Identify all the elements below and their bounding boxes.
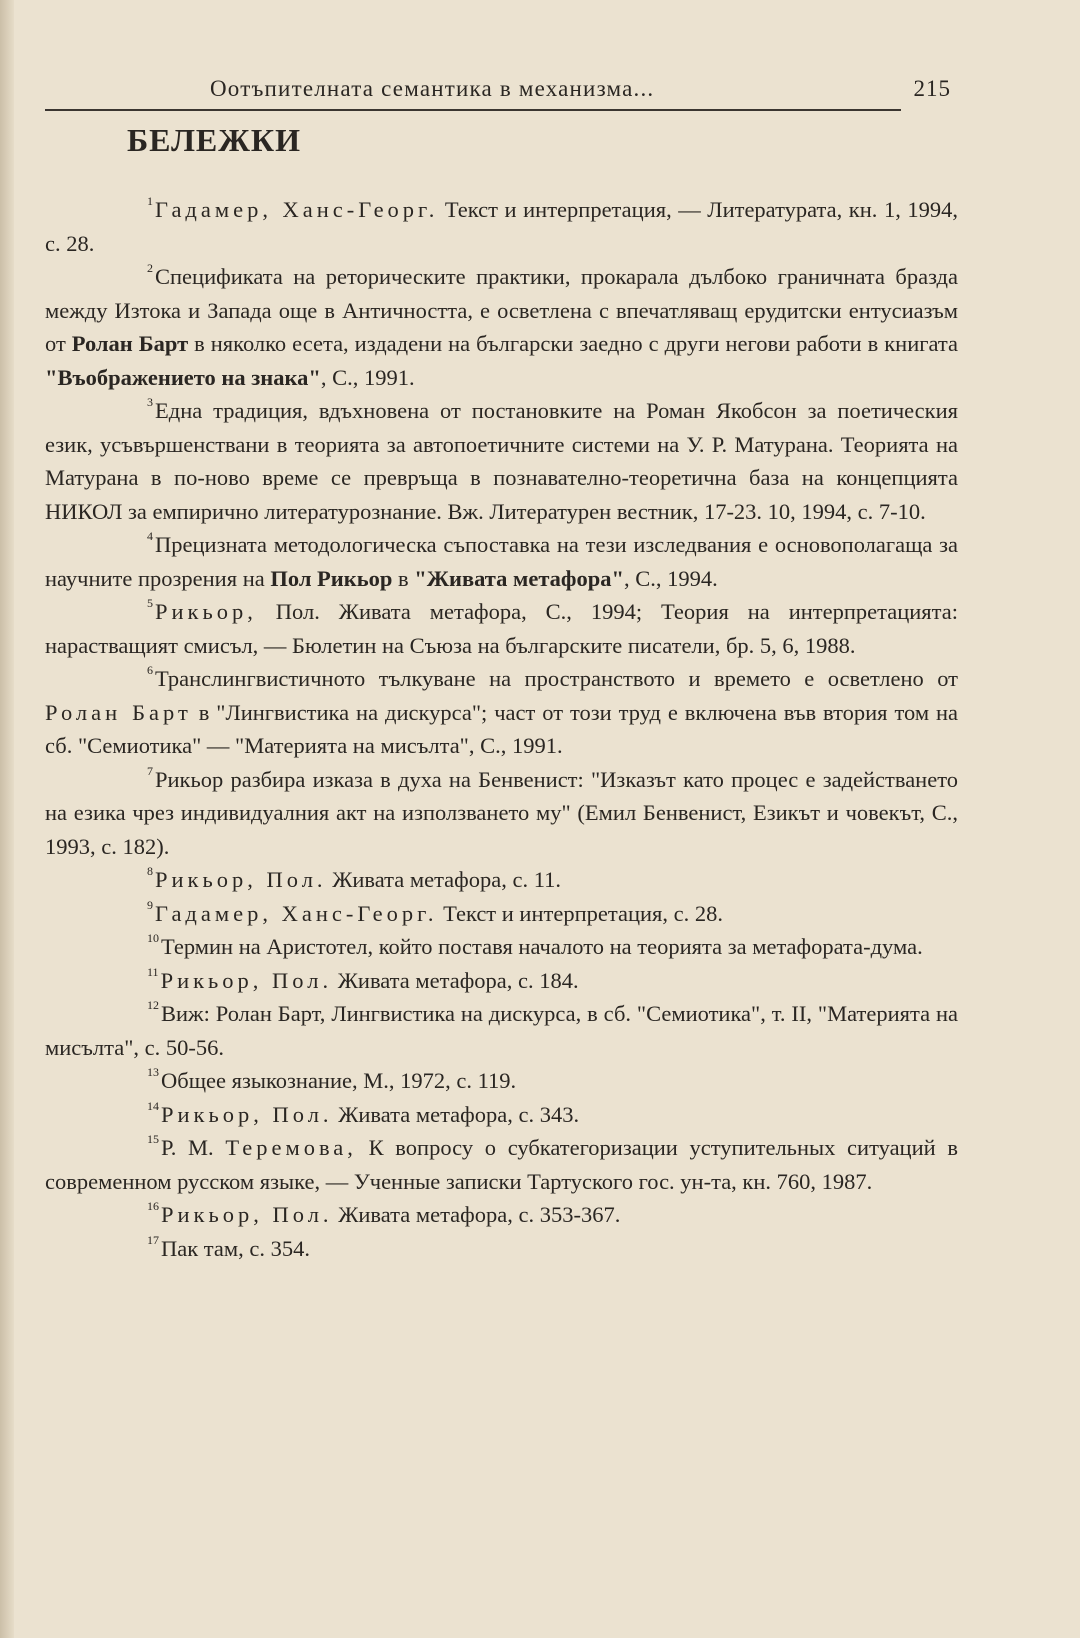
note-text: , С., 1991.: [320, 364, 415, 390]
note-bold-title: "Живата метафора": [414, 565, 624, 591]
note-author: Рикьор, Пол.: [161, 1202, 333, 1227]
header-rule: [45, 109, 901, 111]
note-bold-title: "Въображението на знака": [45, 364, 321, 390]
note-number: 12: [147, 998, 159, 1012]
note-bold-name: Пол Рикьор: [270, 565, 393, 591]
note-text: Термин на Аристотел, който поставя началото на теорията за метафората-дума.: [161, 934, 923, 959]
note-text: Живата метафора, с. 343.: [332, 1101, 580, 1127]
note-text: Живата метафора, с. 11.: [326, 867, 561, 892]
note-text: Транслингвистичното тълкуване на пространството и времето е осветлено от: [155, 666, 958, 691]
note-number: 10: [147, 931, 159, 945]
endnote-4: [45, 528, 958, 595]
note-author: Рикьор, Пол.: [155, 867, 327, 892]
note-number: 8: [147, 864, 153, 878]
note-number: 9: [147, 897, 153, 912]
note-text: Пак там, с. 354.: [161, 1235, 310, 1261]
note-number: 14: [147, 1098, 159, 1113]
note-text: К вопросу о субкатегоризации уступительных ситуаций в современном русском языке, — Ученные записки Тартуского гос. ун-та, кн. 760, 1987.: [45, 1135, 958, 1194]
section-heading: БЕЛЕЖКИ: [127, 122, 301, 158]
running-header: [45, 76, 951, 108]
note-author: Рикьор, Пол.: [160, 967, 333, 993]
endnote-14: [45, 1098, 958, 1132]
note-text: Живата метафора, с. 184.: [332, 967, 579, 993]
endnotes: [45, 193, 958, 1265]
endnote-2: [45, 260, 958, 394]
endnote-7: [45, 763, 958, 864]
endnote-12: [45, 997, 958, 1064]
endnote-1: [45, 193, 958, 260]
endnote-6: [45, 662, 958, 763]
endnote-16: [45, 1198, 958, 1232]
endnote-11: [45, 964, 958, 998]
note-number: 6: [147, 663, 153, 677]
page-number: 215: [913, 76, 951, 101]
endnote-9: [45, 897, 958, 931]
note-number: 2: [147, 261, 153, 275]
note-number: 1: [147, 194, 153, 208]
note-text: Пол. Живата метафора, С., 1994; Теория на интерпретацията: нарастващият смисъл, — Бюлетин на Съюза на българските писатели, бр. 5, 6, 1988.: [45, 599, 958, 658]
note-text: Текст и интерпретация, — Литературата, кн. 1, 1994, с. 28.: [45, 197, 958, 256]
endnote-3: [45, 394, 958, 528]
note-author: Гадамер, Ханс-Георг.: [155, 900, 438, 926]
note-text: в няколко есета, издадени на български заедно с други негови работи в книгата: [188, 331, 958, 356]
note-number: 7: [147, 763, 153, 778]
note-text: Общее языкознание, М., 1972, с. 119.: [161, 1068, 517, 1093]
note-author: Рикьор,: [155, 599, 257, 624]
running-title: Оотъпителната семантика в механизма...: [210, 76, 655, 101]
endnote-10: [45, 930, 958, 964]
endnote-17: [45, 1232, 958, 1266]
note-text: Виж: Ролан Барт, Лингвистика на дискурса, в сб. "Семиотика", т. II, "Материята на мисълта", с. 50-56.: [45, 1001, 958, 1060]
note-number: 13: [147, 1065, 159, 1079]
note-text: Живата метафора, с. 353-367.: [332, 1202, 621, 1227]
note-number: 4: [147, 529, 153, 543]
endnote-13: [45, 1064, 958, 1098]
note-bold-name: Ролан Барт: [71, 331, 189, 356]
note-author: Рикьор, Пол.: [161, 1101, 333, 1127]
page-edge: [0, 0, 14, 1638]
note-author: Ролан Барт: [45, 699, 192, 725]
note-text: Прецизната методологическа съпоставка на тези изследвания е основополагаща за научните прозрения на: [45, 532, 958, 591]
note-text: в: [392, 565, 415, 591]
note-text: Р. М.: [161, 1135, 226, 1160]
endnote-8: [45, 863, 958, 897]
endnote-15: [45, 1131, 958, 1198]
note-number: 15: [147, 1132, 159, 1146]
note-text: Една традиция, вдъхновена от постановките на Роман Якобсон за поетическия език, усъвършенствани в теорията за автопоетичните системи на У. Р. Матурана. Теорията на Матурана в по-ново време се превръща в познавателно-теоретична база на концепцията НИКОЛ за емпирично литературознание. Вж. Литературен вестник, 17-23. 10, 1994, с. 7-10.: [45, 398, 958, 524]
note-number: 5: [147, 596, 153, 610]
note-text: в "Лингвистика на дискурса"; част от този труд е включена във втория том на сб. "Семиотика" — "Материята на мисълта", С., 1991.: [45, 699, 959, 758]
note-text: Спецификата на реторическите практики, прокарала дълбоко граничната бразда между Изтока и Запада още в Античността, е осветлена с впечатляващ ерудитски ентусиазъм от: [45, 264, 958, 356]
note-text: Рикьор разбира изказа в духа на Бенвенист: "Изказът като процес е задействането на езика чрез индивидуалния акт на използването му" (Емил Бенвенист, Езикът и човекът, С., 1993, с. 182).: [45, 766, 958, 859]
note-number: 17: [147, 1232, 159, 1247]
note-author: Теремова,: [225, 1135, 357, 1160]
note-number: 11: [147, 964, 159, 979]
note-number: 3: [147, 395, 153, 409]
note-author: Гадамер, Ханс-Георг.: [155, 197, 439, 222]
note-text: Текст и интерпретация, с. 28.: [437, 900, 723, 926]
endnote-5: [45, 595, 958, 662]
note-text: , С., 1994.: [623, 565, 718, 591]
note-number: 16: [147, 1199, 159, 1213]
